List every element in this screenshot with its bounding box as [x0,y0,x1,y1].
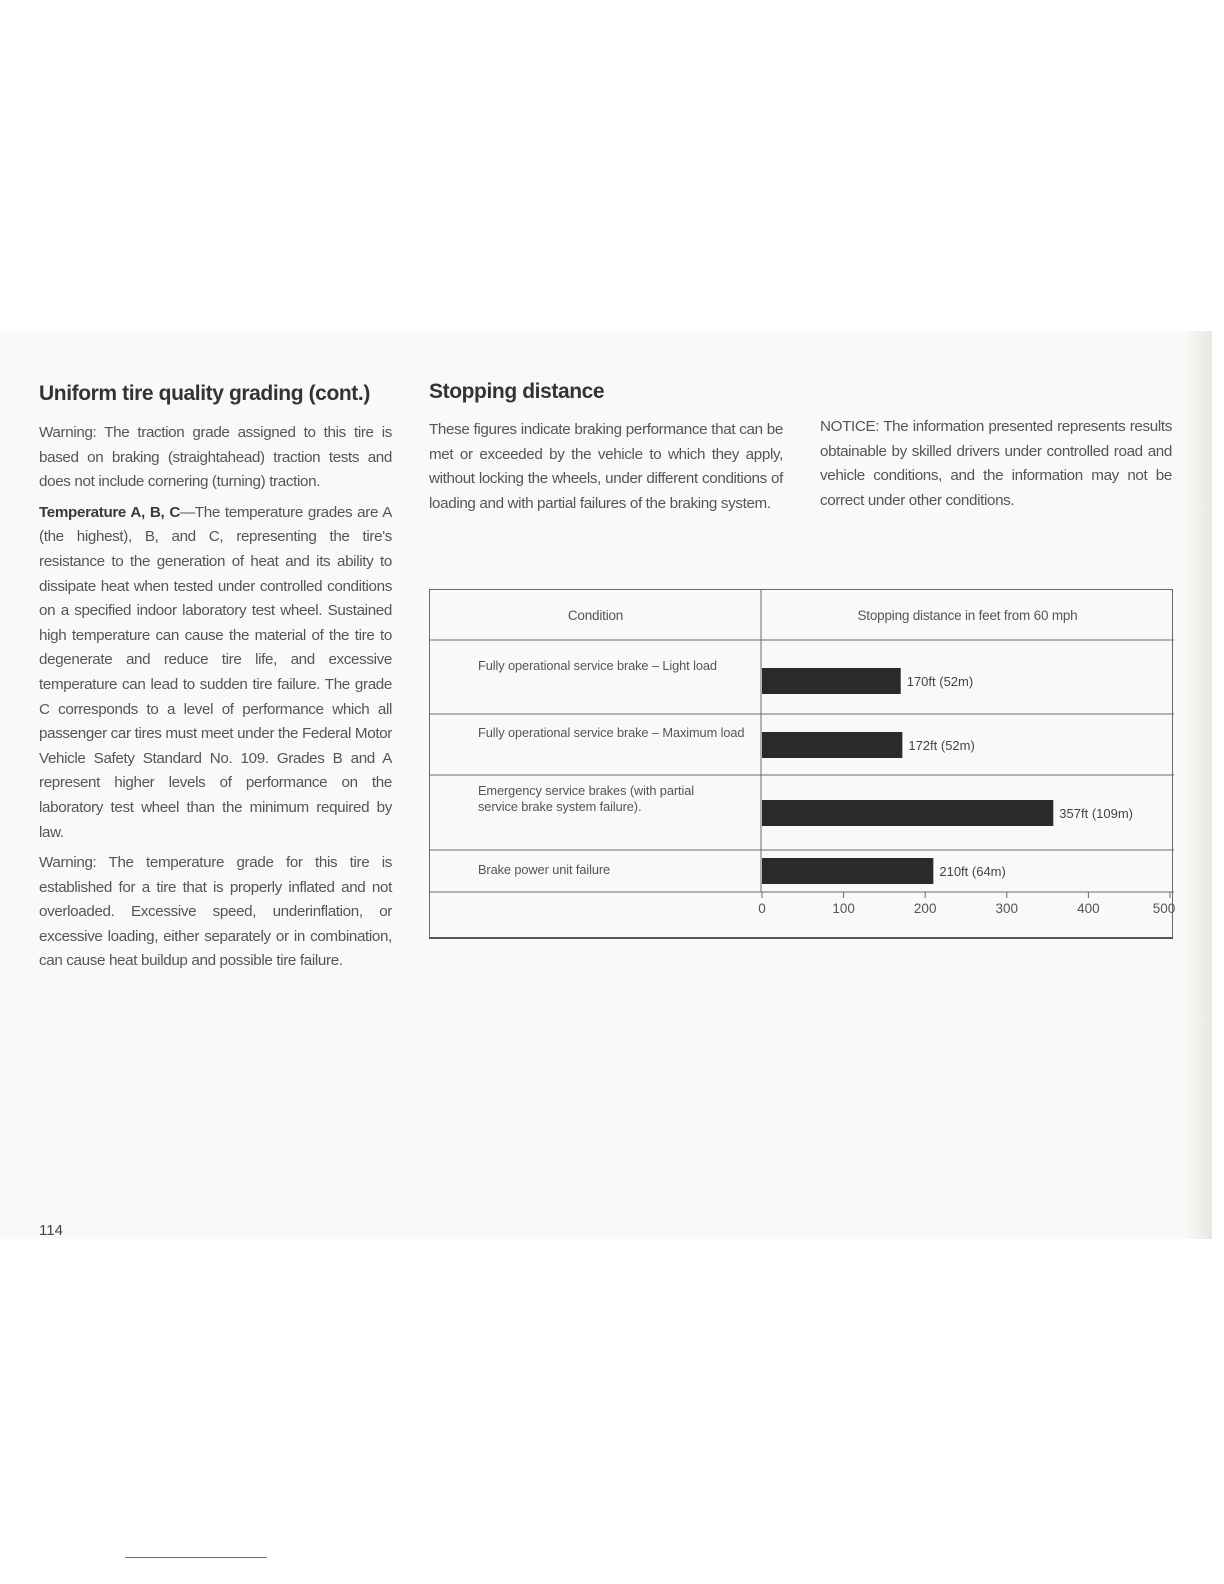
temperature-paragraph [39,501,392,845]
temperature-warning: Warning: The temperature grade for this tire is established for a tire that is properly inflated and not overloaded. Excessive speed, underinflation, or excessive loading, either separately or in combination, can cause heat buildup and possible tire failure. [39,854,392,970]
bar-0 [762,668,901,694]
x-tick-label: 100 [832,901,855,916]
section-heading-tire-grading: Uniform tire quality grading (cont.) [39,382,370,405]
left-column-text [39,421,392,980]
x-tick-label: 200 [913,901,937,916]
section-heading-stopping-distance: Stopping distance [429,380,605,403]
distance-column-header: Stopping distance in feet from 60 mph [857,607,1078,623]
row-label-maximum-load: Fully operational service brake – Maximum load [478,725,745,740]
stopping-notice [820,415,1172,519]
bar-value-label: 172ft (52m) [908,738,975,753]
bar-1 [762,732,902,758]
page-edge-shadow [1186,331,1212,1239]
link-underline [125,1557,267,1558]
x-tick-label: 0 [758,901,766,916]
stopping-intro-text: These figures indicate braking performance that can be met or exceeded by the vehicle to which they apply, without locking the wheels, under different conditions of loading and with partial failures of the braking system. [429,421,783,512]
condition-column-header: Condition [567,607,624,623]
row-label-emergency-brakes: Emergency service brakes (with partial service brake system failure). [478,783,694,814]
chart-svg [430,590,1174,940]
row-label-power-unit-failure: Brake power unit failure [478,862,611,877]
bar-value-label: 170ft (52m) [906,674,974,689]
x-tick-label: 500 [1152,901,1176,916]
bar-3 [762,858,933,884]
bar-value-label: 357ft (109m) [1059,806,1133,821]
temperature-lead: Temperature A, B, C [39,503,180,521]
page-number: 114 [39,1222,63,1239]
stopping-distance-chart [429,589,1176,939]
x-tick-label: 400 [1077,901,1100,916]
bar-2 [762,800,1053,826]
row-label-light-load: Fully operational service brake – Light load [478,658,717,673]
bar-value-label: 210ft (64m) [939,864,1006,879]
stopping-intro [429,418,783,522]
notice-text: NOTICE: The information presented represents results obtainable by skilled drivers under controlled road and vehicle conditions, and the information may not be correct under other conditions. [820,418,1172,509]
traction-warning: Warning: The traction grade assigned to this tire is based on braking (straightahead) traction tests and does not include cornering (turning) traction. [39,424,392,491]
x-tick-label: 300 [995,901,1019,916]
temperature-text: —The temperature grades are A (the highest), B, and C, representing the tire's resistance to the generation of heat and its ability to dissipate heat when tested under controlled conditions on a specified indoor laboratory test wheel. Sustained high temperature can cause the material of the tire to degenerate and reduce tire life, and excessive temperature can lead to sudden tire failure. The grade C corresponds to a level of performance which all passenger car tires must meet under the Federal Motor Vehicle Safety Standard No. 109. Grades B and A represent higher levels of performance on the laboratory test wheel than the minimum required by law. [39,503,392,841]
